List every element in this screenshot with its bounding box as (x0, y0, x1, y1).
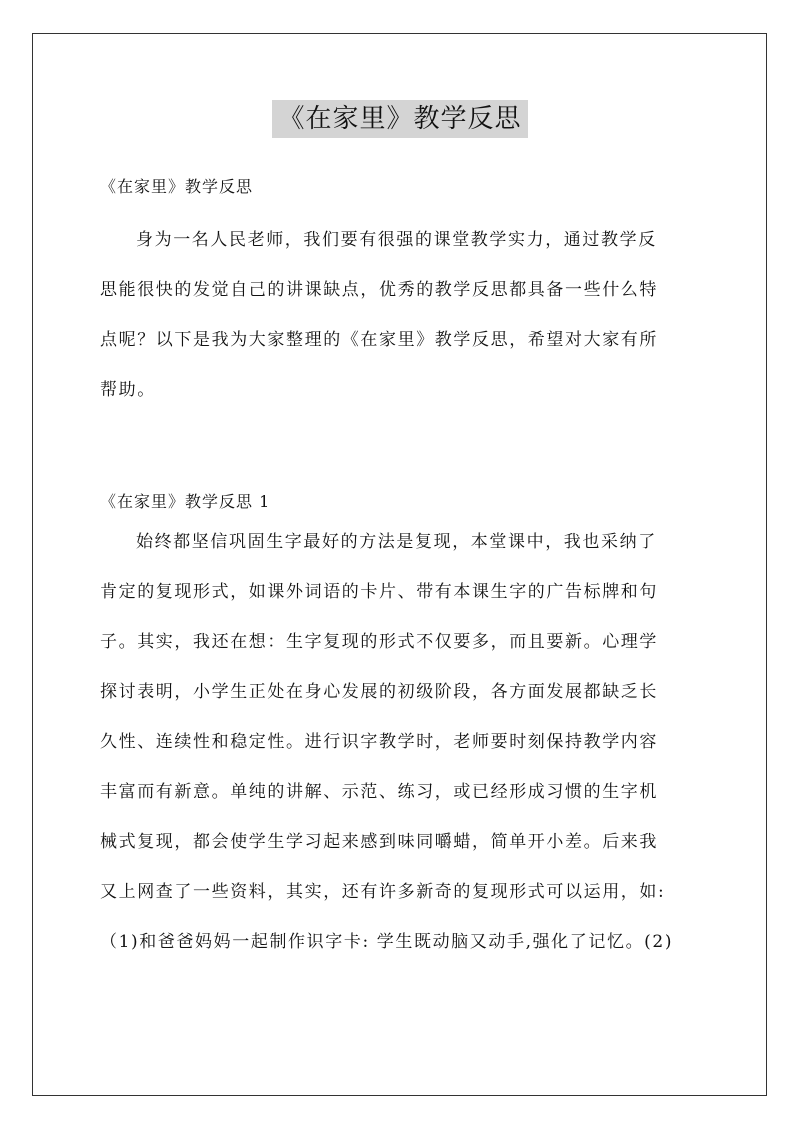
paragraph-line: 思能很快的发觉自己的讲课缺点，优秀的教学反思都具备一些什么特 (100, 280, 658, 300)
paragraph-line: 丰富而有新意。单纯的讲解、示范、练习，或已经形成习惯的生字机 (100, 782, 658, 802)
paragraph-line: 又上网查了一些资料，其实，还有许多新奇的复现形式可以运用，如: (100, 882, 666, 902)
paragraph-line: 探讨表明，小学生正处在身心发展的初级阶段，各方面发展都缺乏长 (100, 682, 658, 702)
paragraph-line: 久性、连续性和稳定性。进行识字教学时，老师要时刻保持教学内容 (100, 732, 658, 752)
paragraph-line: 肯定的复现形式，如课外词语的卡片、带有本课生字的广告标牌和句 (100, 582, 658, 602)
title-container (0, 100, 800, 138)
paragraph-line: （1)和爸爸妈妈一起制作识字卡: 学生既动脑又动手,强化了记忆。(2) (100, 932, 674, 952)
paragraph-line: 始终都坚信巩固生字最好的方法是复现，本堂课中，我也采纳了 (136, 532, 657, 552)
paragraph-line: 身为一名人民老师，我们要有很强的课堂教学实力，通过教学反 (136, 230, 657, 250)
paragraph-line: 子。其实，我还在想：生字复现的形式不仅要多，而且要新。心理学 (100, 632, 658, 652)
document-title: 《在家里》教学反思 (272, 100, 527, 138)
section-heading: 《在家里》教学反思 1 (100, 492, 271, 511)
body-paragraph (100, 517, 710, 967)
paragraph-line: 帮助。 (100, 380, 156, 400)
paragraph-line: 点呢？以下是我为大家整理的《在家里》教学反思，希望对大家有所 (100, 330, 658, 350)
intro-paragraph (100, 215, 710, 415)
intro-heading: 《在家里》教学反思 (100, 177, 254, 196)
paragraph-line: 械式复现，都会使学生学习起来感到味同嚼蜡，简单开小差。后来我 (100, 832, 658, 852)
